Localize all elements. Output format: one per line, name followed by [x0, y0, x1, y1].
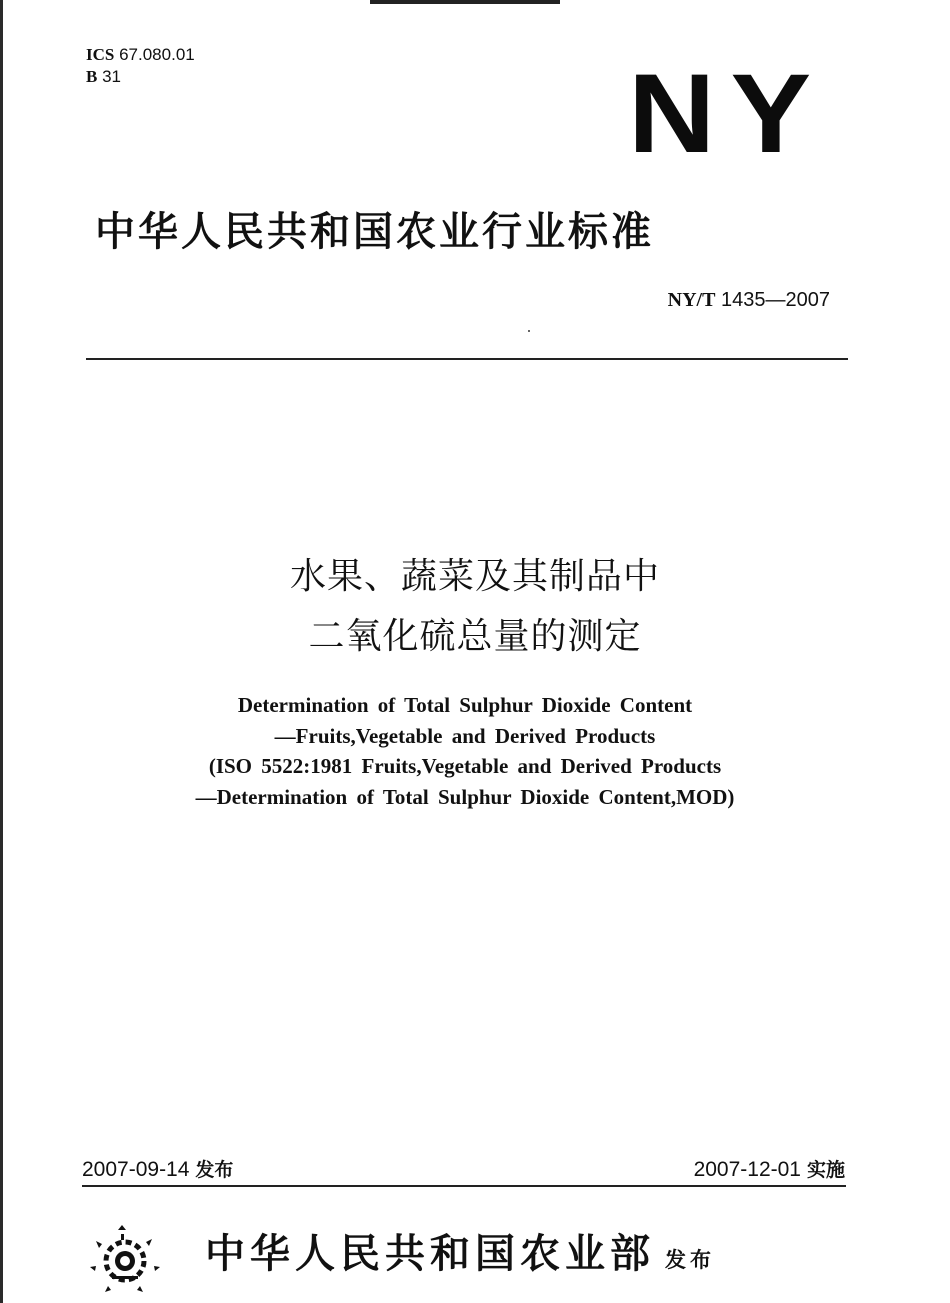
publish-label: 发布: [665, 1248, 715, 1272]
issue-label: 发布: [195, 1159, 234, 1181]
effective-label: 实施: [806, 1159, 845, 1181]
footer-divider: [82, 1185, 846, 1187]
ics-line: [86, 44, 195, 66]
english-title-line: —Determination of Total Sulphur Dioxide Content,MOD): [195, 784, 735, 809]
scan-speck: [528, 330, 530, 332]
class-code: 31: [102, 67, 121, 86]
publisher-name: 中华人民共和国农业部: [205, 1230, 655, 1277]
issue-date-value: 2007-09-14: [82, 1158, 190, 1181]
effective-date-value: 2007-12-01: [693, 1158, 801, 1181]
chinese-title-line2: 二氧化硫总量的测定: [308, 616, 642, 657]
class-line: [86, 66, 195, 88]
ics-label: ICS: [86, 45, 115, 64]
top-edge-bar: [370, 0, 560, 4]
issue-date: [82, 1155, 233, 1182]
standard-number: [668, 289, 830, 312]
ny-logo: NY: [628, 51, 827, 176]
standard-number-prefix: NY/T: [667, 289, 716, 311]
ministry-emblem-icon: [88, 1224, 162, 1294]
english-title-line: —Fruits,Vegetable and Derived Products: [274, 723, 656, 748]
header-divider: [86, 358, 848, 360]
english-title: [0, 690, 930, 812]
standard-number-value: 1435—2007: [721, 289, 830, 311]
effective-date: [694, 1155, 845, 1182]
english-title-line: Determination of Total Sulphur Dioxide Content: [237, 693, 693, 717]
chinese-title-line1: 水果、蔬菜及其制品中: [289, 556, 660, 597]
class-label: B: [86, 67, 98, 86]
english-title-line: (ISO 5522:1981 Fruits,Vegetable and Derived Products: [208, 754, 722, 778]
classification-codes: [86, 44, 195, 88]
standard-category: 中华人民共和国农业行业标准: [95, 209, 654, 255]
ics-code: 67.080.01: [119, 45, 195, 64]
